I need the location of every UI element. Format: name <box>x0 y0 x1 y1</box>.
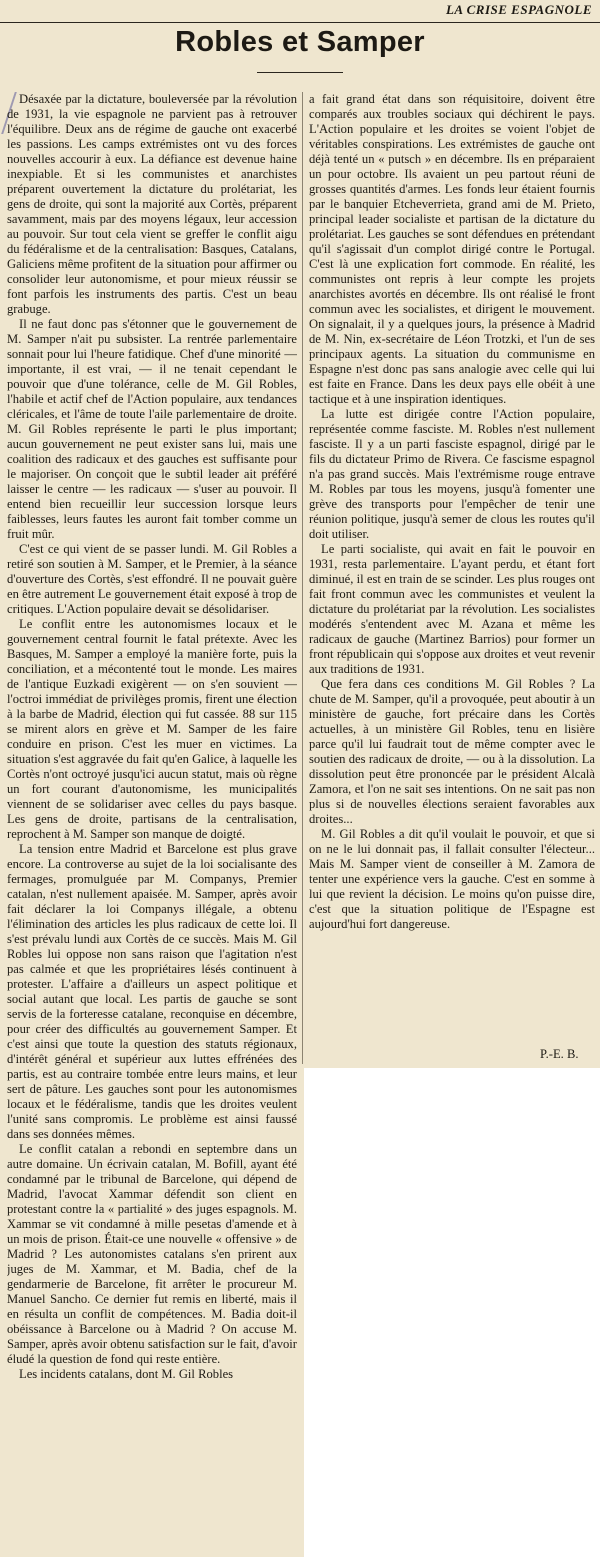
paragraph: Il ne faut donc pas s'étonner que le gouvernement de M. Samper n'ait pu subsister. La rentrée parlementaire sonnait pour lui l'heure fatidique. Chef d'une minorité — importante, il est vrai, — il ne tenait cependant le pouvoir que d'une tolérance, celle de M. Gil Robles, l'habile et actif chef de l'Action populaire, aux tendances cléricales, et l'âme de toute l'aile parlementaire de droite. M. Gil Robles représente le parti le plus important; aucun gouvernement ne peut exister sans lui, mais une coalition des radicaux et des gauches est suffisante pour le majoriser. On conçoit que le subtil leader ait préféré laisser le centre — les radicaux — s'user au pouvoir. Il entend bien recueillir leur succession lorsque leurs faiblesses, leurs fautes les auront fait tomber comme un fruit mûr. <box>7 317 297 541</box>
headline: Robles et Samper <box>175 26 425 58</box>
paragraph: La tension entre Madrid et Barcelone est plus grave encore. La controverse au sujet de la loi socialisante des fermages, promulguée par M. Companys, Premier catalan, n'est nullement apaisée. M. Samper, après avoir fait déclarer la loi Companys illégale, a obtenu l'élimination des articles les plus radicaux de cette loi. Il s'est prévalu lundi aux Cortès de ce succès. Mais M. Gil Robles lui oppose non sans raison que l'agitation n'est pas calmée et que les propriétaires lésés continuent à protester. L'affaire a d'ailleurs un aspect politique et social autant que local. Les partis de gauche se sont servis de la forteresse catalane, reconquise en décembre, pour créer des difficultés au gouvernement Samper. Et c'est ainsi que toute la question des statuts régionaux, d'intérêt général et supérieur aux luttes effrénées des partis, est au contraire tombée entre leurs mains, et leur sert de pâture. Les gauches sont pour les autonomismes locaux et le fédéralisme, tandis que les droites veulent l'unité sans compromis. Le problème est ainsi faussé dans ses données mêmes. <box>7 842 297 1141</box>
paragraph: Le parti socialiste, qui avait en fait le pouvoir en 1931, resta parlementaire. L'ayant perdu, et étant fort diminué, il est en train de se scinder. Les plus rouges ont fait front commun avec les communistes et veulent la dictature du prolétariat par la révolution. Les socialistes modérés s'entendent avec M. Azana et même les radicaux de gauche (Martinez Barrios) pour former un front républicain qui s'oppose aux droites et veut revenir aux traditions de 1931. <box>309 542 595 676</box>
paragraph: a fait grand état dans son réquisitoire, doivent être comparés aux troubles sociaux qui déchirent le pays. L'Action populaire et les droites se voient l'objet de véritables conspirations. Les extrémistes de gauche ont déjà tenté un « putsch » en décembre. Ils en préparaient un pour octobre. Ils avaient un peu partout réuni de grosses quantités d'armes. Les fonds leur étaient fournis par le banquier Etcheverrieta, grand ami de M. Prieto, principal leader socialiste et partisan de la dictature du prolétariat. Les gauches se sont défendues en prétendant qu'il s'agissait d'un complot dirigé contre le Portugal. C'est là une explication fort commode. En réalité, les communistes ont repris à leur compte les projets anarchistes avortés en décembre. Ils ont réalisé le front commun avec les socialistes, et dirigent le mouvement. On signalait, il y a quelques jours, la présence à Madrid de M. Nin, ex-secrétaire de Léon Trotzki, et l'un de ses principaux agents. La situation du communisme en Espagne n'est donc pas sans analogie avec celle qui lui est faite en France. Dans les deux pays elle obéit à une tactique et à une inspiration identiques. <box>309 92 595 406</box>
paragraph: M. Gil Robles a dit qu'il voulait le pouvoir, et que si on ne le lui donnait pas, il fallait consulter l'électeur... Mais M. Samper vient de conseiller à M. Zamora de tenter une expérience vers la gauche. C'est en somme à lui que revient la décision. Le moins qu'on puisse dire, c'est que la situation politique de l'Espagne est aujourd'hui fort dangereuse. <box>309 827 595 931</box>
paragraph: C'est ce qui vient de se passer lundi. M. Gil Robles a retiré son soutien à M. Samper, et le Premier, à la séance d'ouverture des Cortès, s'est effondré. Il ne pouvait guère en être autrement Le gouvernement était exposé à trop de critiques. L'Action populaire devait se désolidariser. <box>7 542 297 616</box>
paragraph: Le conflit entre les autonomismes locaux et le gouvernement central fournit le fatal prétexte. Avec les Basques, M. Samper a employé la manière forte, puis la conciliation, et a mécontenté tout le monde. Les maires de l'antique Euzkadi exigèrent — on s'en souvient — l'octroi immédiat de privilèges promis, firent une élection à la barbe de Madrid, élection qui fut cassée. 88 sur 115 se mirent alors en grève et M. Samper de les faire conduire en prison. C'est les muer en victimes. La situation s'est aggravée du fait qu'en Galice, à laquelle les Cortès n'ont octroyé jusqu'ici aucun statut, mais où règne un fort courant d'autonomisme, les municipalités viennent de se solidariser avec celles du pays basque. Les gens de droite, partisans de la centralisation, reprochent à M. Samper son manque de doigté. <box>7 617 297 841</box>
section-label: LA CRISE ESPAGNOLE <box>445 2 592 17</box>
paragraph: Que fera dans ces conditions M. Gil Robles ? La chute de M. Samper, qu'il a provoquée, peut aboutir à un ministère de gauche, fort précaire dans les Cortès actuelles, à un ministère Gil Robles, tenu en lisière parce qu'il lui faudrait tout de même compter avec le soutien des radicaux de droite, — ou à la dissolution. La dissolution peut être prononcée par le président Alcalà Zamora, et l'on ne sait ses intentions. On ne sait pas non plus si de nouvelles élections seraient favorables aux droites... <box>309 677 595 826</box>
column-divider <box>302 92 303 1064</box>
blank-area <box>304 1068 600 1557</box>
paragraph: Le conflit catalan a rebondi en septembre dans un autre domaine. Un écrivain catalan, M. Bofill, ayant été condamné par le tribunal de Barcelone, qui dépend de Madrid, l'avocat Xammar défendit son client en protestant contre la « partialité » des juges espagnols. M. Xammar se vit condamné à mille pesetas d'amende et à un mois de prison. Était-ce une nouvelle « offensive » de Madrid ? Les autonomistes catalans s'en prirent aux juges de M. Xammar, et M. Badia, chef de la gendarmerie de Barcelone, fit arrêter le procureur M. Manuel Sancho. Ce dernier fut remis en liberté, mais il en résulta un conflit de compétences. M. Badia doit-il obéissance à Barcelone ou à Madrid ? On accuse M. Samper, après avoir obtenu satisfaction sur le fait, d'avoir éludé la question de fond qui reste entière. <box>7 1142 297 1366</box>
author-signature: P.-E. B. <box>540 1047 579 1061</box>
headline-rule <box>257 72 343 73</box>
paragraph: Les incidents catalans, dont M. Gil Robles <box>19 1367 234 1381</box>
left-column <box>7 92 297 1552</box>
paragraph: Désaxée par la dictature, bouleversée par la révolution de 1931, la vie espagnole ne parvient pas à retrouver l'équilibre. Deux ans de régime de gauche ont exacerbé les passions. Les camps extrémistes ont vu des forces nouvelles accourir à eux. La défiance est devenue haine inexpiable. Et si les communistes et anarchistes préparent ouvertement la dictature du prolétariat, les gens de droite, qui sont la majorité aux Cortès, préparent savamment, mais par des moyens légaux, leur accession au pouvoir. Sur tout cela vient se greffer le conflit aigu du fédéralisme et de la centralisation: Basques, Catalans, Galiciens même profitent de la situation pour affirmer ou consolider leur autonomisme, et pour mieux réussir se font parfois les instruments des partis. C'est un beau grabuge. <box>7 92 297 316</box>
right-column <box>309 92 595 1066</box>
top-rule <box>0 22 600 23</box>
paragraph: La lutte est dirigée contre l'Action populaire, représentée comme fasciste. M. Robles n'est nullement fasciste. Il y a un parti fasciste espagnol, dirigé par le fils du dictateur Primo de Rivera. Ce fascisme espagnol n'a pas grand succès. Mais l'extrémisme rouge entrave M. Robles par tous les moyens, jusqu'à fomenter une grève des transports pour l'empêcher de tenir une réunion politique, jusqu'à semer de clous les routes qu'il doit utiliser. <box>309 407 595 541</box>
